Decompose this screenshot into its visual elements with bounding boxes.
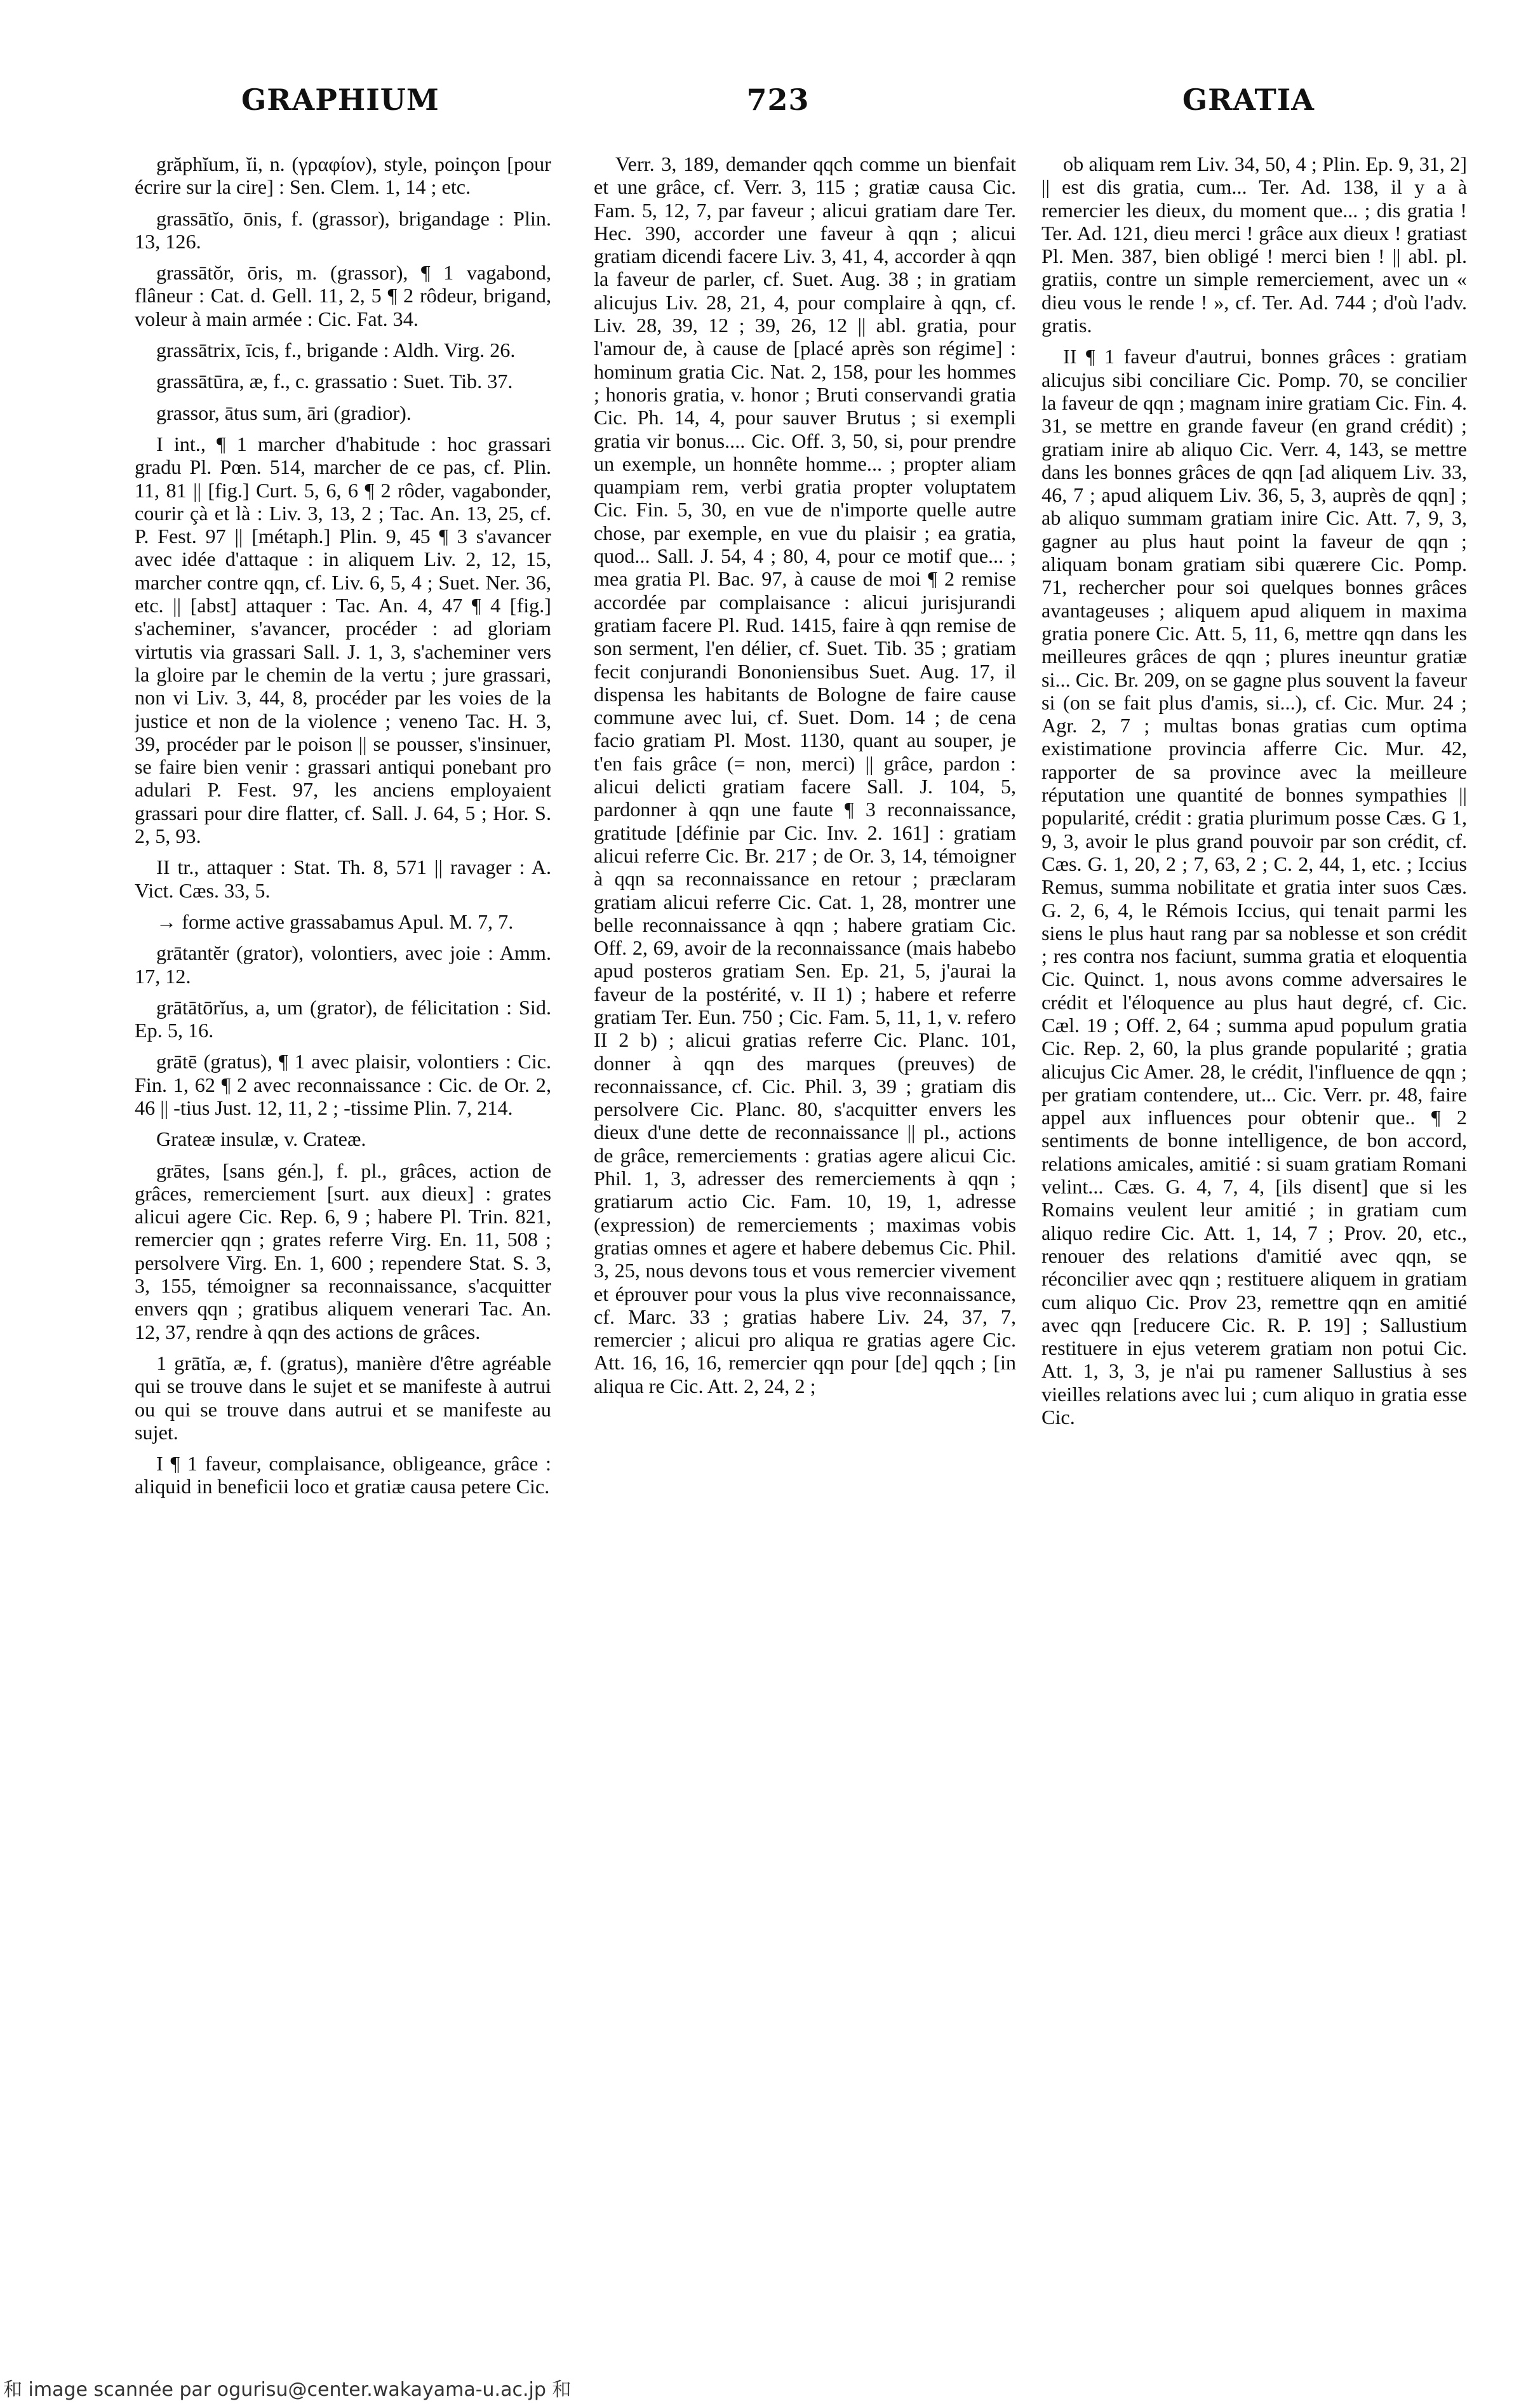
dictionary-column-1 xyxy=(135,152,551,2325)
running-head-left: GRAPHIUM xyxy=(241,83,439,117)
dictionary-entry: ob aliquam rem Liv. 34, 50, 4 ; Plin. Ep. 9, 31, 2] || est dis gratia, cum... Ter. Ad. 138, il y a à remercier les dieux, du moment que... ; dis gratia ! Ter. Ad. 121, dieu merci ! grâce aux dieux ! gratiast Pl. Men. 387, bien obligé ! merci bien ! || abl. pl. gratiis, contre un simple remerciement, avec un « dieu vous le rende ! », cf. Ter. Ad. 744 ; d'où l'adv. gratis. xyxy=(1041,152,1467,337)
dictionary-column-3 xyxy=(1041,152,1467,2325)
dictionary-entry: grātē (gratus), ¶ 1 avec plaisir, volontiers : Cic. Fin. 1, 62 ¶ 2 avec reconnaissance : Cic. de Or. 2, 46 || -tius Just. 12, 11, 2 ; -tissime Plin. 7, 214. xyxy=(135,1050,551,1119)
dictionary-entry: grātantĕr (grator), volontiers, avec joie : Amm. 17, 12. xyxy=(135,941,551,988)
dictionary-entry: grassor, ātus sum, āri (gradior). xyxy=(156,401,412,424)
dictionary-entry: 1 grātĭa, æ, f. (gratus), manière d'être agréable qui se trouve dans le sujet et se manifeste à autrui ou qui se trouve dans autrui et se manifeste au sujet. xyxy=(135,1351,551,1444)
dictionary-entry: grassātrix, īcis, f., brigande : Aldh. Virg. 26. xyxy=(156,339,516,362)
dictionary-entry: grātes, [sans gén.], f. pl., grâces, action de grâces, remerciement [surt. aux dieux] : grates alicui agere Cic. Rep. 6, 9 ; habere Pl. Trin. 821, remercier qqn ; grates referre Virg. En. 11, 508 ; persolvere Virg. En. 1, 600 ; rependere Stat. S. 3, 3, 155, témoigner sa reconnaissance, s'acquitter envers qqn ; gratibus aliquem venerari Tac. An. 12, 37, rendre à qqn des actions de grâces. xyxy=(135,1159,551,1343)
dictionary-entry: I int., ¶ 1 marcher d'habitude : hoc grassari gradu Pl. Pœn. 514, marcher de ce pas, cf. Plin. 11, 81 || [fig.] Curt. 5, 6, 6 ¶ 2 rôder, vagabonder, courir çà et là : Liv. 3, 13, 2 ; Tac. An. 13, 25, cf. P. Fest. 97 || [métaph.] Plin. 9, 45 ¶ 3 s'avancer avec idée d'attaque : in aliquem Liv. 2, 12, 15, marcher contre qqn, cf. Liv. 6, 5, 4 ; Suet. Ner. 36, etc. || [abst] attaquer : Tac. An. 4, 47 ¶ 4 [fig.] s'acheminer, s'avancer, procéder : ad gloriam virtutis via grassari Sall. J. 1, 3, s'acheminer vers la gloire par le chemin de la vertu ; jure grassari, non vi Liv. 3, 44, 8, procéder par les voies de la justice et non de la violence ; veneno Tac. H. 3, 39, procéder par le poison || se pousser, s'insinuer, se faire bien venir : grassari antiqui ponebant pro adulari P. Fest. 97, les anciens employaient grassari pour dire flatter, cf. Sall. J. 64, 5 ; Hor. S. 2, 5, 93. xyxy=(135,432,551,848)
dictionary-entry: grassātūra, æ, f., c. grassatio : Suet. Tib. 37. xyxy=(156,370,513,393)
dictionary-entry: grātātōrĭus, a, um (grator), de félicitation : Sid. Ep. 5, 16. xyxy=(135,995,551,1042)
dictionary-entry: grassātŏr, ōris, m. (grassor), ¶ 1 vagabond, flâneur : Cat. d. Gell. 11, 2, 5 ¶ 2 rôdeur, brigand, voleur à main armée : Cic. Fat. 34. xyxy=(135,261,551,330)
dictionary-entry: grassātĭo, ōnis, f. (grassor), brigandage : Plin. 13, 126. xyxy=(135,206,551,253)
dictionary-entry: grăphĭum, ĭi, n. (γραφίον), style, poinçon [pour écrire sur la cire] : Sen. Clem. 1, 14 ; etc. xyxy=(135,152,551,199)
scan-credit: 和 image scannée par ogurisu@center.wakayama-u.ac.jp 和 xyxy=(3,2379,572,2401)
dictionary-entry: → forme active grassabamus Apul. M. 7, 7. xyxy=(156,910,514,933)
dictionary-entry: I ¶ 1 faveur, complaisance, obligeance, grâce : aliquid in beneficii loco et gratiæ causa petere Cic. xyxy=(135,1452,551,1498)
dictionary-entry: II ¶ 1 faveur d'autrui, bonnes grâces : gratiam alicujus sibi conciliare Cic. Pomp. 70, se concilier la faveur de qqn ; magnam inire gratiam Cic. Fin. 4. 31, se mettre en grande faveur (en grand crédit) ; gratiam inire ab aliquo Cic. Verr. 4, 143, se mettre dans les bonnes grâces de qqn [ad aliquem Liv. 33, 46, 7 ; apud aliquem Liv. 36, 5, 3, auprès de qqn] ; ab aliquo summam gratiam inire Cic. Att. 7, 9, 3, gagner au plus haut point la faveur de qqn ; aliquam bonam gratiam sibi quærere Cic. Pomp. 71, rechercher pour soi quelques bonnes grâces avantageuses ; aliquem apud aliquem in maxima gratia ponere Cic. Att. 5, 11, 6, mettre qqn dans les meilleures grâces de qqn ; plures ineuntur gratiæ si... Cic. Br. 209, on se gagne plus souvent la faveur si (on se fait plus d'amis, si...), cf. Cic. Mur. 24 ; Agr. 2, 7 ; multas bonas gratias cum optima existimatione provincia afferre Cic. Mur. 42, rapporter de sa province avec la meilleure réputation une quantité de bonnes sympathies || popularité, crédit : gratia plurimum posse Cæs. G 1, 9, 3, avoir le plus grand pouvoir par son crédit, cf. Cæs. G. 1, 20, 2 ; 7, 63, 2 ; C. 2, 44, 1, etc. ; Iccius Remus, summa nobilitate et gratia inter suos Cæs. G. 2, 6, 4, le Rémois Iccius, qui tenait parmi les siens le plus haut rang par sa noblesse et son crédit ; res contra nos faciunt, summa gratia et eloquentia Cic. Quinct. 1, nous avons comme adversaires le crédit et l'éloquence au plus haut degré, cf. Cic. Cæl. 19 ; Off. 2, 64 ; summa apud populum gratia Cic. Rep. 2, 60, la plus grande popularité ; gratia alicujus Cic Amer. 28, le crédit, l'influence de qqn ; per gratiam contendere, ut... Cic. Verr. pr. 48, faire appel aux influences pour obtenir que.. ¶ 2 sentiments de bonne intelligence, de bon accord, relations amicales, amitié : si suam gratiam Romani velint... Cæs. G. 4, 7, 4, [ils disent] que si les Romains veulent leur amitié ; in gratiam cum aliquo redire Cic. Att. 1, 14, 7 ; Prov. 20, etc., renouer des relations d'amitié avec qqn, se réconcilier avec qqn ; restituere aliquem in gratiam cum aliquo Cic. Prov 23, remettre qqn en amitié avec qqn [reducere Cic. R. P. 19] ; Sallustium restituere in ejus veterem gratiam non potui Cic. Att. 1, 3, 3, je n'ai pu ramener Sallustius à ses vieilles relations avec lui ; cum aliquo in gratia esse Cic. xyxy=(1041,345,1467,1429)
dictionary-entry: II tr., attaquer : Stat. Th. 8, 571 || ravager : A. Vict. Cæs. 33, 5. xyxy=(135,856,551,902)
dictionary-entry: Verr. 3, 189, demander qqch comme un bienfait et une grâce, cf. Verr. 3, 115 ; gratiæ causa Cic. Fam. 5, 12, 7, par faveur ; alicui gratiam dare Ter. Hec. 390, accorder une faveur à qqn ; alicui gratiam dicendi facere Liv. 3, 41, 4, accorder à qqn la faveur de parler, cf. Suet. Aug. 38 ; in gratiam alicujus Liv. 28, 21, 4, pour complaire à qqn, cf. Liv. 28, 39, 12 ; 39, 26, 12 || abl. gratia, pour l'amour de, à cause de [placé après son régime] : hominum gratia Cic. Nat. 2, 158, pour les hommes ; honoris gratia, v. honor ; Bruti conservandi gratia Cic. Ph. 14, 4, pour sauver Brutus ; si exempli gratia vir bonus.... Cic. Off. 3, 50, si, pour prendre un exemple, un honnête homme... ; propter aliam quampiam rem, verbi gratia propter voluptatem Cic. Fin. 5, 30, en vue de n'importe quelle autre chose, par exemple, en vue du plaisir ; ea gratia, quod... Sall. J. 54, 4 ; 80, 4, pour ce motif que... ; mea gratia Pl. Bac. 97, à cause de moi ¶ 2 remise accordée par complaisance : alicui jurisjurandi gratiam facere Pl. Rud. 1415, faire à qqn remise de son serment, l'en délier, cf. Suet. Tib. 35 ; gratiam fecit conjurandi Bononiensibus Suet. Aug. 17, il dispensa les habitants de Bologne de faire cause commune avec lui, cf. Suet. Dom. 14 ; de cena facio gratiam Pl. Most. 1130, quant au souper, je t'en fais grâce (= non, merci) || grâce, pardon : alicui delicti gratiam facere Sall. J. 104, 5, pardonner à qqn une faute ¶ 3 reconnaissance, gratitude [définie par Cic. Inv. 2. 161] : gratiam alicui referre Cic. Br. 217 ; de Or. 3, 14, témoigner à qqn sa reconnaissance en retour ; præclaram gratiam alicui referre Cic. Cat. 1, 28, montrer une belle reconnaissance à qqn ; habere gratiam Cic. Off. 2, 69, avoir de la reconnaissance (mais habebo apud posteros gratiam Sen. Ep. 21, 5, j'aurai la faveur de la postérité, v. II 1) ; habere et referre gratiam Ter. Eun. 750 ; Cic. Fam. 5, 11, 1, v. refero II 2 b) ; alicui gratias referre Cic. Planc. 101, donner à qqn des marques (preuves) de reconnaissance, cf. Cic. Phil. 3, 39 ; gratiam dis persolvere Cic. Planc. 80, s'acquitter envers les dieux d'une dette de reconnaissance || pl., actions de grâce, remerciements : gratias agere alicui Cic. Phil. 1, 3, adresser des remerciements à qqn ; gratiarum actio Cic. Fam. 10, 19, 1, adresse (expression) de remerciements ; maximas vobis gratias omnes et agere et habere debemus Cic. Phil. 3, 25, nous devons tous et vous remercier vivement et éprouver pour vous la plus vive reconnaissance, cf. Marc. 33 ; gratias habere Liv. 24, 37, 7, remercier ; alicui pro aliqua re gratias agere Cic. Att. 16, 16, 16, remercier qqn pour [de] qqch ; [in aliqua re Cic. Att. 2, 24, 2 ; xyxy=(594,152,1016,1397)
page-number: 723 xyxy=(746,83,810,117)
page-header xyxy=(0,83,1540,127)
running-head-right: GRATIA xyxy=(1182,83,1315,117)
dictionary-column-2 xyxy=(594,152,1016,2325)
dictionary-entry: Grateæ insulæ, v. Crateæ. xyxy=(156,1127,366,1151)
